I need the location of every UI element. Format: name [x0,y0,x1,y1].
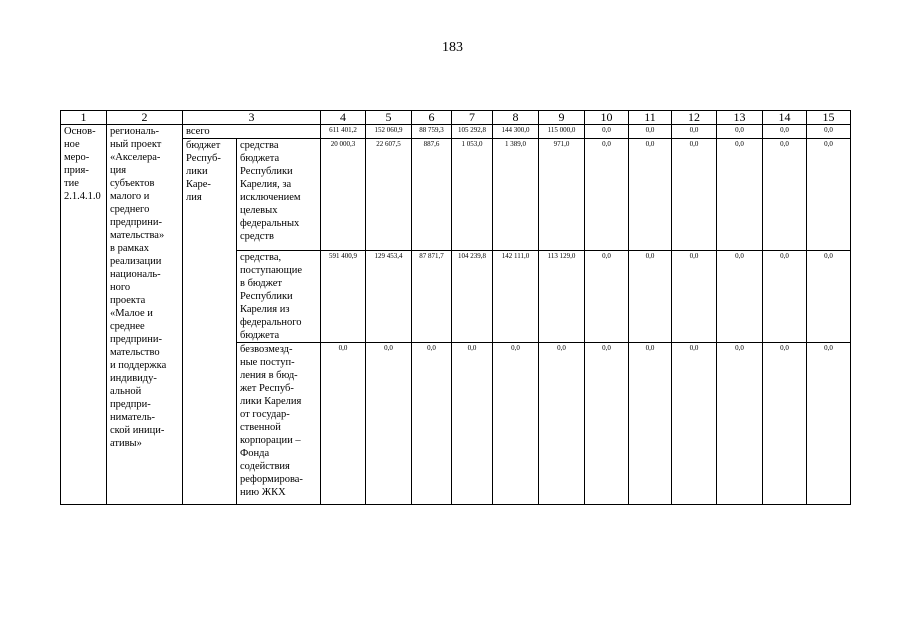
value-cell: 115 000,0 [539,125,585,139]
header-cell: 3 [183,111,321,125]
header-cell: 1 [61,111,107,125]
table-row-total [61,125,851,139]
budget-label-cell: бюджет Респуб- лики Каре- лия [183,139,237,505]
header-cell: 11 [629,111,672,125]
value-cell: 0,0 [539,343,585,505]
value-cell: 971,0 [539,139,585,251]
value-cell: 0,0 [629,125,672,139]
value-cell: 0,0 [585,139,629,251]
value-cell: 0,0 [717,139,763,251]
value-cell: 0,0 [672,251,717,343]
value-cell: 0,0 [366,343,412,505]
value-cell: 0,0 [717,125,763,139]
value-cell: 87 871,7 [412,251,452,343]
value-cell: 144 300,0 [493,125,539,139]
value-cell: 152 060,9 [366,125,412,139]
value-cell: 88 759,3 [412,125,452,139]
value-cell: 142 111,0 [493,251,539,343]
value-cell: 0,0 [763,251,807,343]
value-cell: 0,0 [585,125,629,139]
header-cell: 14 [763,111,807,125]
value-cell: 1 053,0 [452,139,493,251]
header-cell: 12 [672,111,717,125]
header-row [61,111,851,125]
value-cell: 0,0 [629,251,672,343]
budget-table [60,110,851,505]
value-cell: 129 453,4 [366,251,412,343]
header-cell: 8 [493,111,539,125]
value-cell: 0,0 [807,251,851,343]
value-cell: 105 292,8 [452,125,493,139]
value-cell: 0,0 [717,343,763,505]
value-cell: 0,0 [672,125,717,139]
value-cell: 104 239,8 [452,251,493,343]
value-cell: 20 000,3 [321,139,366,251]
value-cell: 0,0 [717,251,763,343]
value-cell: 887,6 [412,139,452,251]
activity-code-cell: Основ- ное меро- прия- тие 2.1.4.1.0 [61,125,107,505]
value-cell: 0,0 [763,125,807,139]
value-cell: 0,0 [807,343,851,505]
value-cell: 0,0 [763,343,807,505]
value-cell: 113 129,0 [539,251,585,343]
header-cell: 9 [539,111,585,125]
source-label-cell: средства, поступающие в бюджет Республики Карелия из федерального бюджета [237,251,321,343]
value-cell: 0,0 [452,343,493,505]
value-cell: 0,0 [672,343,717,505]
header-cell: 5 [366,111,412,125]
source-label-cell: безвозмезд- ные поступ- ления в бюд- жет Респуб- лики Карелия от государ- ственной корпорации – Фонда содействия реформирова- нию ЖКХ [237,343,321,505]
project-name-cell: региональ- ный проект «Акселера- ция субъектов малого и среднего предприни- мательства» в рамках реализации националь- ного проекта «Малое и среднее предприни- мательство и поддержка индивиду- альной предпри- ниматель- ской иници- ативы» [107,125,183,505]
value-cell: 22 607,5 [366,139,412,251]
header-cell: 2 [107,111,183,125]
value-cell: 0,0 [807,125,851,139]
header-cell: 4 [321,111,366,125]
value-cell: 0,0 [763,139,807,251]
value-cell: 0,0 [321,343,366,505]
source-label-cell: средства бюджета Республики Карелия, за исключением целевых федеральных средств [237,139,321,251]
value-cell: 0,0 [672,139,717,251]
value-cell: 0,0 [493,343,539,505]
header-cell: 13 [717,111,763,125]
value-cell: 0,0 [585,343,629,505]
header-cell: 7 [452,111,493,125]
header-cell: 15 [807,111,851,125]
header-cell: 10 [585,111,629,125]
value-cell: 0,0 [412,343,452,505]
page-number: 183 [442,40,463,55]
value-cell: 0,0 [629,343,672,505]
value-cell: 1 389,0 [493,139,539,251]
value-cell: 591 400,9 [321,251,366,343]
value-cell: 0,0 [807,139,851,251]
value-cell: 0,0 [585,251,629,343]
value-cell: 611 401,2 [321,125,366,139]
value-cell: 0,0 [629,139,672,251]
header-cell: 6 [412,111,452,125]
total-label-cell: всего [183,125,321,139]
